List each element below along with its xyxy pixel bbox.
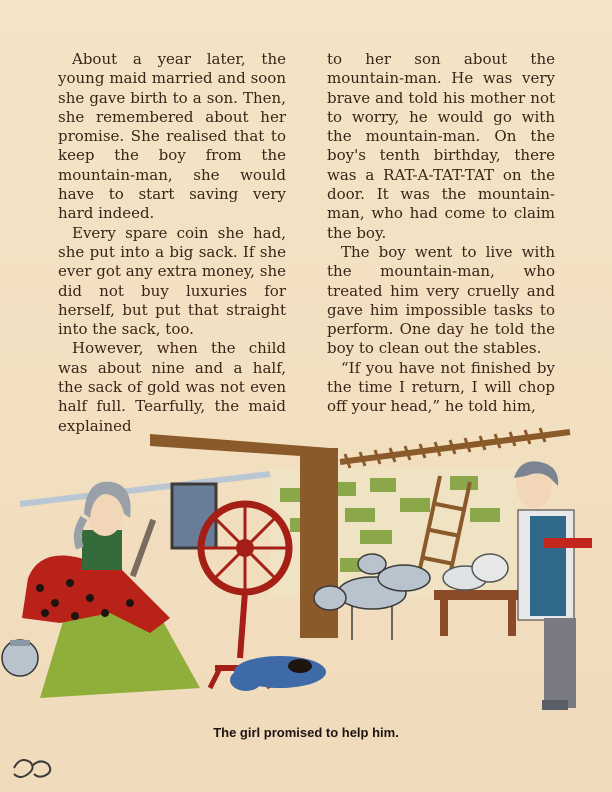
paragraph: The boy went to live with the mountain-man, who treated him very cruelly and gave him impossible tasks to perform. One day he told the boy to clean out the stables. <box>327 242 555 358</box>
paragraph: However, when the child was about nine and a half, the sack of gold was not even half full. Tearfully, the maid explained <box>58 339 286 435</box>
paragraph: to her son about the mountain-man. He was very brave and told his mother not to worry, he would go with the mountain-man. On the boy's tenth birthday, there was a RAT-A-TAT-TAT on the door. It was the mountain-man, who had come to claim the boy. <box>327 50 555 242</box>
story-column-right <box>327 50 555 417</box>
window <box>172 484 216 548</box>
page-number-mark <box>10 748 56 784</box>
story-column-left <box>58 50 286 436</box>
paragraph: About a year later, the young maid married and soon she gave birth to a son. Then, she remembered about her promise. She realised that to keep the boy from the mountain-man, she would have to start saving very hard indeed. <box>58 50 286 223</box>
paragraph: Every spare coin she had, she put into a big sack. If she ever got any extra money, she did not buy luxuries for herself, but put that straight into the sack, too. <box>58 223 286 339</box>
story-illustration <box>0 418 612 718</box>
pot <box>2 640 38 676</box>
dog-lying <box>230 656 326 691</box>
illustration-caption: The girl promised to help him. <box>213 725 399 740</box>
boy-figure <box>514 461 592 710</box>
paragraph: “If you have not finished by the time I return, I will chop off your head,” he told him, <box>327 358 555 416</box>
